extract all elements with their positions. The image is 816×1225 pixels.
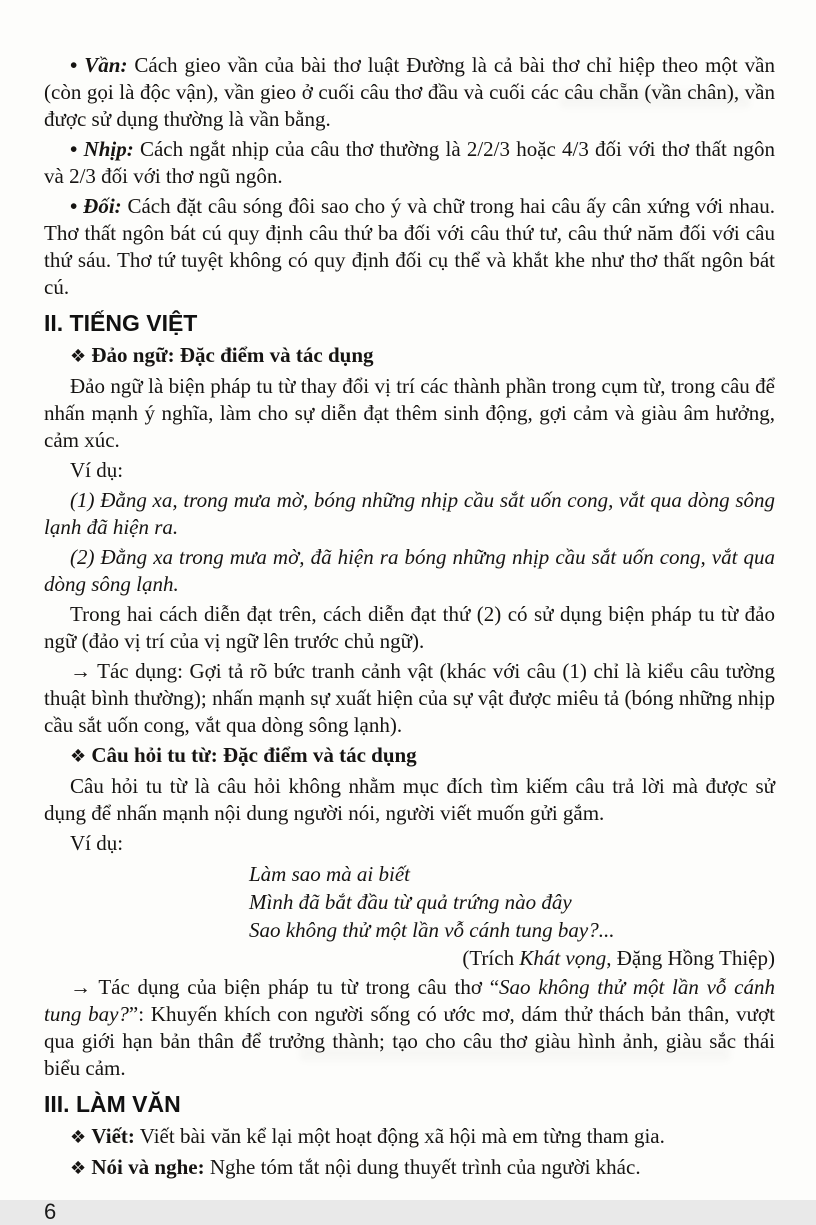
page-number: 6	[44, 1199, 57, 1224]
paragraph-dao-ngu-effect: → Tác dụng: Gợi tả rõ bức tranh cảnh vật (khác với câu (1) chỉ là kiểu câu tường thuật bình thường); nhấn mạnh sự xuất hiện của sự vật được miêu tả (bóng những nhịp cầu sắt uốn cong, vắt qua dòng sông lạnh).	[44, 659, 775, 737]
effect-prefix: → Tác dụng của biện pháp tu từ trong câu thơ “	[70, 975, 500, 999]
term-body-doi: Cách đặt câu sóng đôi sao cho ý và chữ trong hai câu ấy cân xứng với nhau. Thơ thất ngôn bát cú quy định câu thứ ba đối với câu thứ tư, câu thứ năm đối với câu thứ sáu. Thơ tứ tuyệt không có quy định đối cụ thể và khắt khe như thơ thất ngôn bát cú.	[44, 194, 775, 299]
paragraph-cau-hoi-effect	[44, 974, 775, 1082]
diamond-icon: ❖	[70, 746, 87, 767]
section-heading-lam-van: III. LÀM VĂN	[44, 1091, 181, 1117]
term-label-van: Vần:	[84, 53, 128, 77]
bullet-item-van	[44, 52, 775, 133]
subheading-cau-hoi-label: Câu hỏi tu từ: Đặc điểm và tác dụng	[91, 743, 417, 767]
item-viet-body: Viết bài văn kể lại một hoạt động xã hội mà em từng tham gia.	[139, 1124, 665, 1148]
example-label-cau-hoi: Ví dụ:	[70, 831, 124, 855]
diamond-icon: ❖	[70, 1127, 87, 1148]
subheading-cau-hoi-tu-tu	[44, 742, 775, 770]
bullet-item-doi	[44, 193, 775, 301]
bullet-item-nhip	[44, 136, 775, 190]
item-noi-va-nghe-label: Nói và nghe:	[91, 1155, 205, 1179]
bullet-icon: •	[70, 53, 78, 77]
attribution-suffix: , Đặng Hồng Thiệp)	[606, 946, 775, 970]
bullet-icon: •	[70, 194, 78, 218]
paragraph-cau-hoi-intro: Câu hỏi tu từ là câu hỏi không nhằm mục đích tìm kiếm câu trả lời mà được sử dụng để nhấn mạnh nội dung người nói, người viết muốn gửi gắm.	[44, 774, 775, 825]
subheading-dao-ngu	[44, 342, 775, 370]
term-body-van: Cách gieo vần của bài thơ luật Đường là cả bài thơ chỉ hiệp theo một vần (còn gọi là độc vận), vần gieo ở cuối câu thơ đầu và cuối các câu chẵn (vần chân), vần được sử dụng thường là vần bằng.	[44, 53, 775, 131]
attribution-prefix: (Trích	[462, 946, 520, 970]
diamond-icon: ❖	[70, 1158, 87, 1179]
poem-line-3: Sao không thử một lần vỗ cánh tung bay?...	[249, 918, 615, 942]
poem-line-1: Làm sao mà ai biết	[249, 862, 411, 886]
bullet-icon: •	[70, 137, 78, 161]
term-body-nhip: Cách ngắt nhịp của câu thơ thường là 2/2/3 hoặc 4/3 đối với thơ thất ngôn và 2/3 đối với thơ ngũ ngôn.	[44, 137, 776, 188]
attribution-work-title: Khát vọng	[519, 946, 607, 970]
term-label-nhip: Nhịp:	[83, 137, 134, 161]
poem-quote	[249, 860, 775, 944]
poem-attribution	[44, 945, 775, 972]
subheading-dao-ngu-label: Đảo ngữ: Đặc điểm và tác dụng	[91, 343, 374, 367]
item-noi-va-nghe-body: Nghe tóm tắt nội dung thuyết trình của người khác.	[209, 1155, 641, 1179]
item-noi-va-nghe	[44, 1154, 775, 1182]
item-viet	[44, 1123, 775, 1151]
example-sentence-1: (1) Đằng xa, trong mưa mờ, bóng những nhịp cầu sắt uốn cong, vắt qua dòng sông lạnh đã hiện ra.	[44, 488, 775, 539]
paragraph-dao-ngu-comparison: Trong hai cách diễn đạt trên, cách diễn đạt thứ (2) có sử dụng biện pháp tu từ đảo ngữ (đảo vị trí của vị ngữ lên trước chủ ngữ).	[44, 602, 775, 653]
example-sentence-2: (2) Đằng xa trong mưa mờ, đã hiện ra bóng những nhịp cầu sắt uốn cong, vắt qua dòng sông lạnh.	[44, 545, 775, 596]
term-label-doi: Đối:	[83, 194, 122, 218]
effect-quoted-verse: Sao không thử một lần vỗ cánh tung bay?	[44, 975, 775, 1026]
poem-line-2: Mình đã bắt đầu từ quả trứng nào đây	[249, 890, 572, 914]
effect-suffix: ”: Khuyến khích con người sống có ước mơ, dám thử thách bản thân, vượt qua giới hạn bản thân để trưởng thành; tạo cho câu thơ giàu hình ảnh, giàu sắc thái biểu cảm.	[44, 1002, 775, 1080]
example-label-dao-ngu: Ví dụ:	[70, 458, 124, 482]
item-viet-label: Viết:	[91, 1124, 135, 1148]
diamond-icon: ❖	[70, 346, 87, 367]
paragraph-dao-ngu-intro: Đảo ngữ là biện pháp tu từ thay đổi vị trí các thành phần trong cụm từ, trong câu để nhấn mạnh ý nghĩa, làm cho sự diễn đạt thêm sinh động, gợi cảm và giàu âm hưởng, cảm xúc.	[44, 374, 775, 452]
section-heading-tieng-viet: II. TIẾNG VIỆT	[44, 310, 198, 336]
